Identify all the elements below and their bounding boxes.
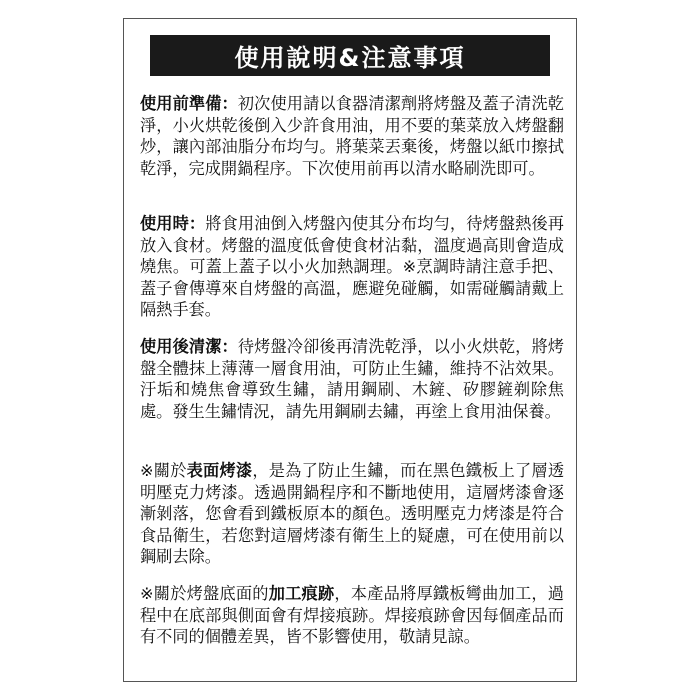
title-banner (150, 35, 550, 76)
section-label: 使用後清潔： (140, 337, 238, 356)
section-text: ，是為了防止生鏽，而在黑色鐵板上了層透明壓克力烤漆。透過開鍋程序和不斷地使用，這層烤漆會逐漸剝落，您會看到鐵板原本的顏色。透明壓克力烤漆是符合食品衛生，若您對這層烤漆有衛生上的疑慮，可在使用前以鋼刷去除。 (140, 461, 565, 567)
section-before-use (140, 93, 564, 179)
section-text: 將食用油倒入烤盤內使其分布均勻，待烤盤熱後再放入食材。烤盤的溫度低會使食材沾黏，溫度過高則會造成燒焦。可蓋上蓋子以小火加熱調理。※烹調時請注意手把、蓋子會傳導來自烤盤的高溫，應避免碰觸，如需碰觸請戴上隔熱手套。 (140, 214, 564, 320)
section-during-use (140, 213, 564, 321)
section-prefix: ※關於烤盤底面的 (140, 584, 269, 603)
page-title: 使用說明&注意事項 (234, 44, 466, 72)
section-after-use-cleaning (140, 336, 564, 422)
section-label: 加工痕跡 (268, 584, 335, 603)
section-text: ，本產品將厚鐵板彎曲加工，過程中在底部與側面會有焊接痕跡。焊接痕跡會因每個產品而有不同的個體差異，皆不影響使用，敬請見諒。 (140, 584, 564, 647)
section-processing-marks (140, 583, 564, 648)
section-text: 待烤盤冷卻後再清洗乾淨，以小火烘乾，將烤盤全體抹上薄薄一層食用油，可防止生鏽，維持不沾效果。汙垢和燒焦會導致生鏽，請用鋼刷、木鏟、矽膠鏟剃除焦處。發生生鏽情況，請先用鋼刷去鏽，再塗上食用油保養。 (140, 337, 564, 421)
section-surface-coating (140, 460, 564, 568)
section-text: 初次使用請以食器清潔劑將烤盤及蓋子清洗乾淨，小火烘乾後倒入少許食用油，用不要的葉菜放入烤盤翻炒，讓內部油脂分布均勻。將葉菜丟棄後，烤盤以紙巾擦拭乾淨，完成開鍋程序。下次使用前再以清水略刷洗即可。 (140, 94, 564, 178)
section-label: 使用前準備： (140, 94, 238, 113)
section-prefix: ※關於 (140, 461, 187, 480)
section-label: 表面烤漆 (186, 461, 253, 480)
section-label: 使用時： (140, 214, 206, 233)
instruction-card (123, 18, 577, 682)
